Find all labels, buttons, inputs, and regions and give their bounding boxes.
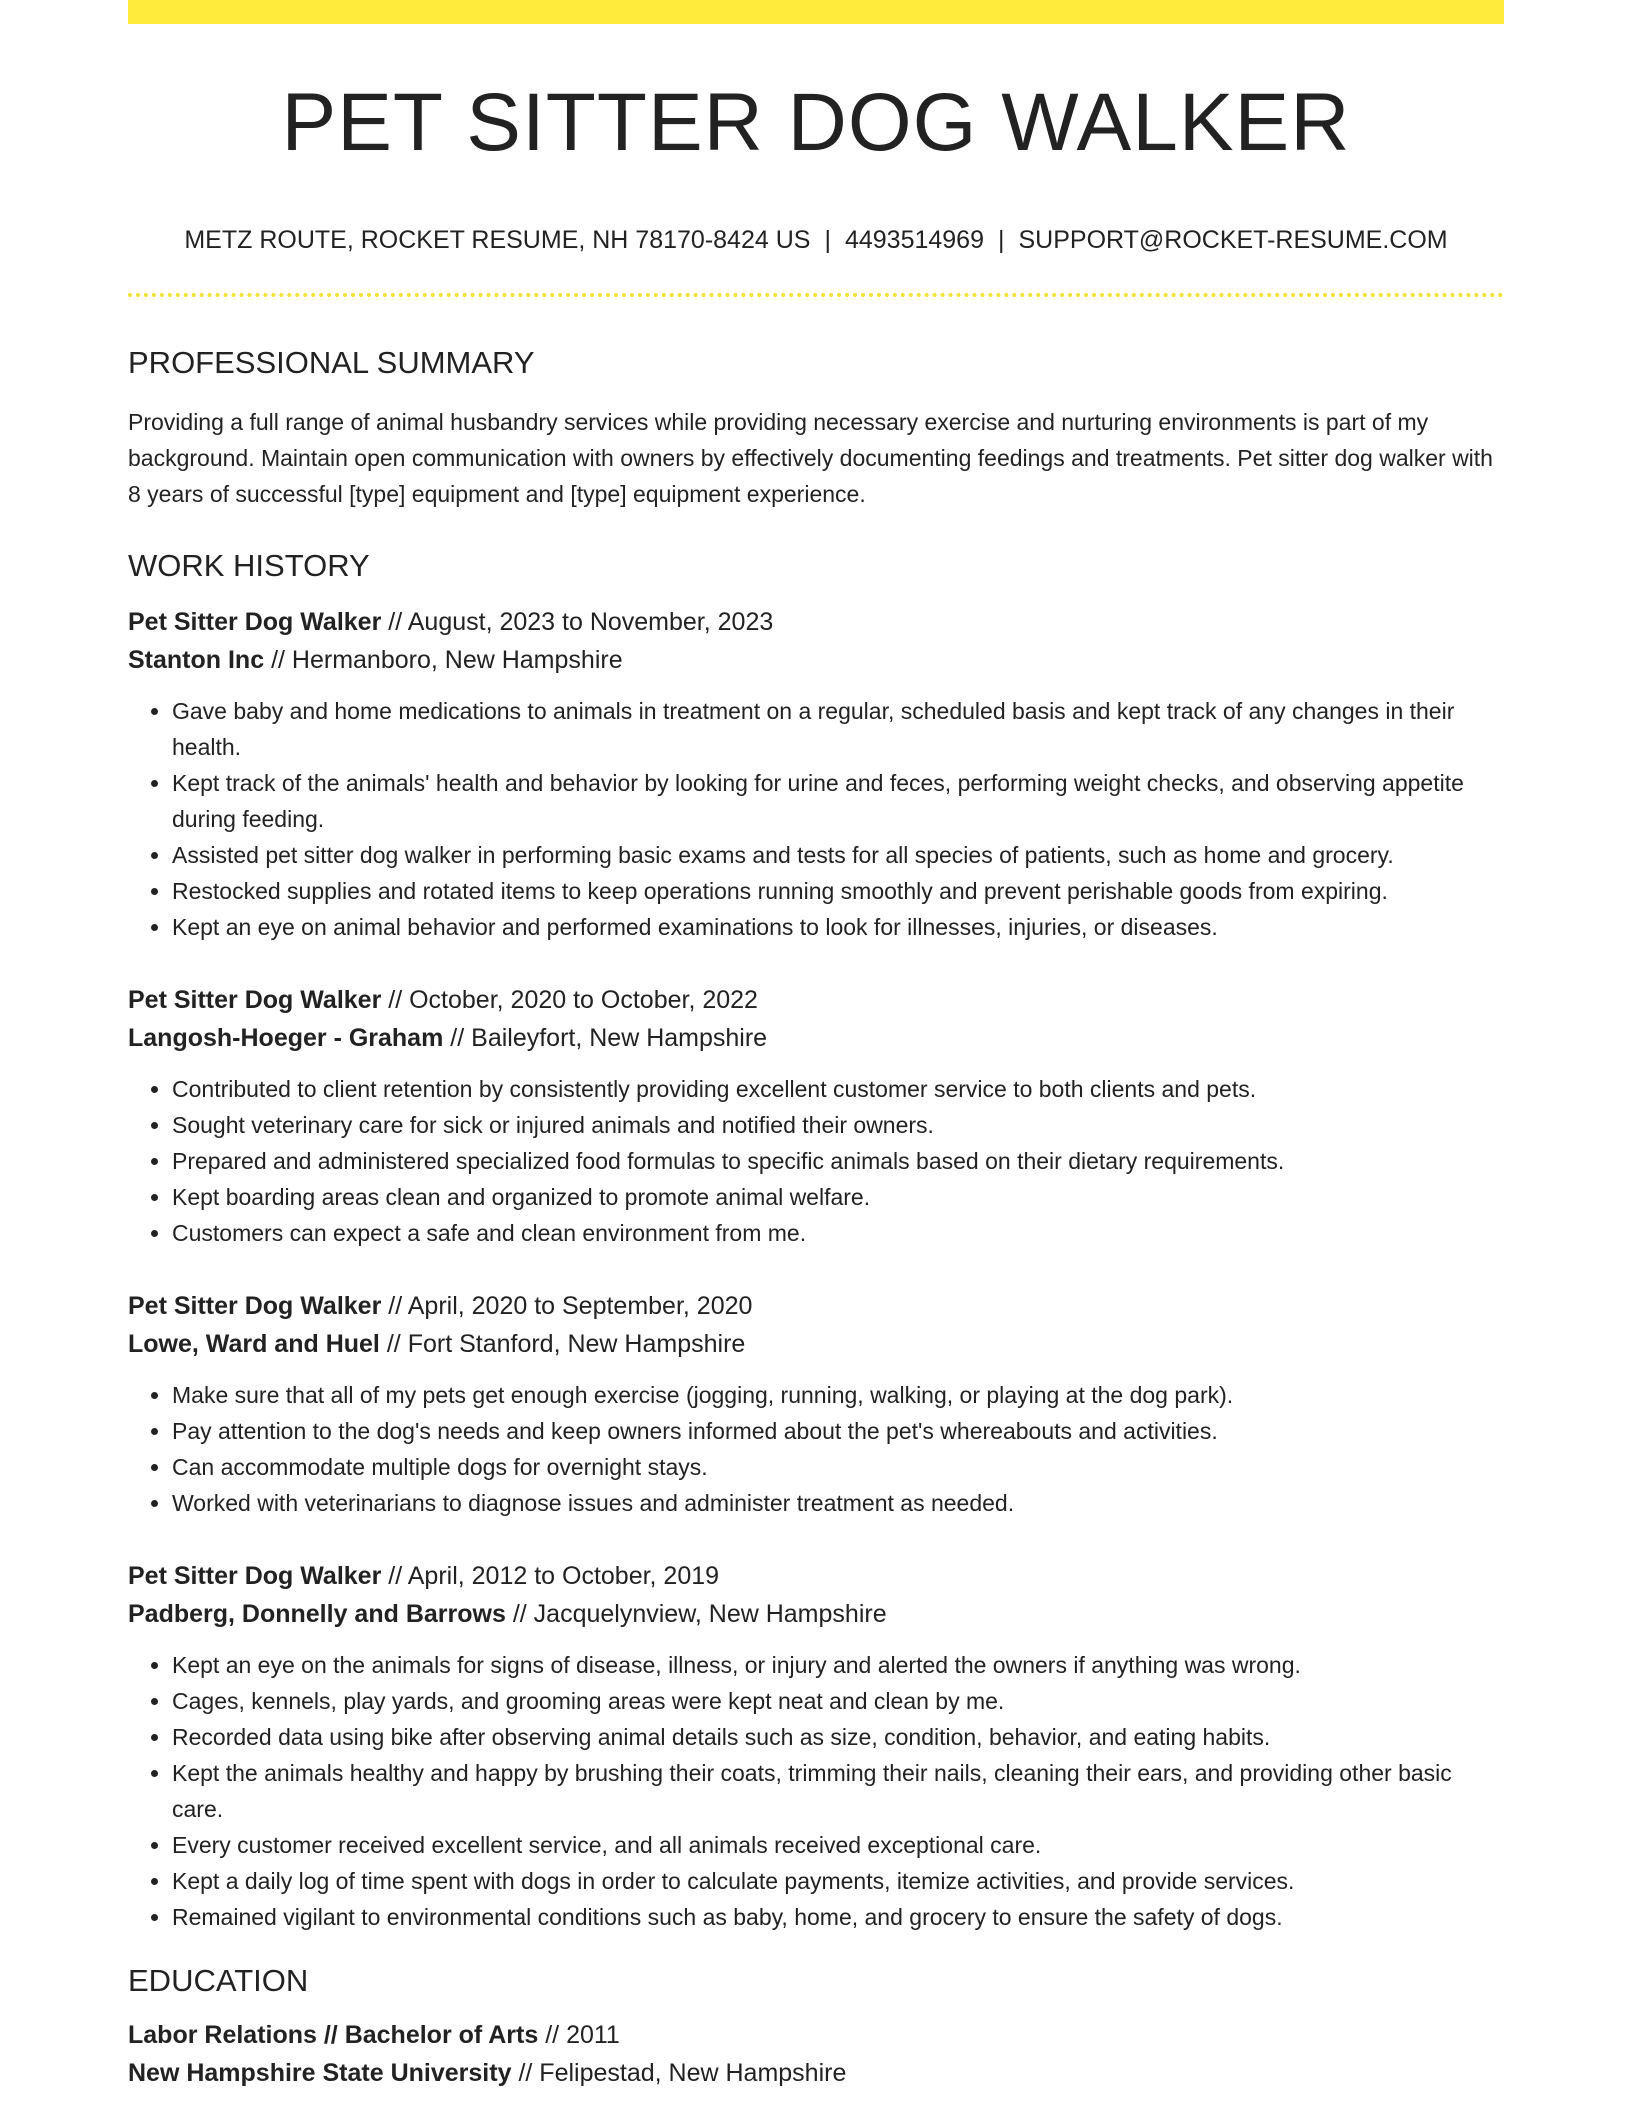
job-entry xyxy=(128,1287,1504,1521)
education-field: Labor Relations // Bachelor of Arts xyxy=(128,2021,539,2049)
job-bullet: • Can accommodate multiple dogs for overnight stays. xyxy=(172,1449,1504,1485)
job-separator: // xyxy=(388,1292,403,1320)
job-bullet: • Sought veterinary care for sick or injured animals and notified their owners. xyxy=(172,1107,1504,1143)
job-dates: April, 2012 to October, 2019 xyxy=(407,1562,720,1590)
job-location: Hermanboro, New Hampshire xyxy=(291,646,623,674)
job-separator: // xyxy=(388,986,403,1014)
summary-text: Providing a full range of animal husbandry services while providing necessary exercise and nurturing environments is part of my background. Maintain open communication with owners by effectively documenting feedings and treatments. Pet sitter dog walker with 8 years of successful [type] equipment and [type] equipment experience. xyxy=(128,409,1493,507)
job-separator: // xyxy=(512,1600,527,1628)
job-bullet-list xyxy=(128,1071,1504,1251)
job-company: Langosh-Hoeger - Graham xyxy=(128,1024,444,1052)
job-bullet: • Kept the animals healthy and happy by brushing their coats, trimming their nails, cleaning their ears, and providing other basic care. xyxy=(172,1755,1504,1827)
resume-page xyxy=(128,0,1504,2092)
contact-separator: | xyxy=(998,226,1005,254)
job-role: Pet Sitter Dog Walker xyxy=(128,986,382,1014)
education-location: Felipestad, New Hampshire xyxy=(539,2059,847,2087)
job-company-line xyxy=(128,641,1504,679)
job-bullet: • Kept a daily log of time spent with dogs in order to calculate payments, itemize activities, and provide services. xyxy=(172,1863,1504,1899)
work-history-list xyxy=(128,603,1504,1935)
job-dates: October, 2020 to October, 2022 xyxy=(409,986,758,1014)
job-location: Fort Stanford, New Hampshire xyxy=(407,1330,746,1358)
education-separator: // xyxy=(518,2059,533,2087)
job-bullet: • Restocked supplies and rotated items to keep operations running smoothly and prevent perishable goods from expiring. xyxy=(172,873,1504,909)
job-separator: // xyxy=(388,1562,403,1590)
job-bullet: • Remained vigilant to environmental conditions such as baby, home, and grocery to ensure the safety of dogs. xyxy=(172,1899,1504,1935)
job-title-line xyxy=(128,981,1504,1019)
job-bullet: • Every customer received excellent service, and all animals received exceptional care. xyxy=(172,1827,1504,1863)
education-entry xyxy=(128,2016,1504,2092)
job-separator: // xyxy=(450,1024,465,1052)
job-company-line xyxy=(128,1595,1504,1633)
job-separator: // xyxy=(386,1330,401,1358)
contact-email: SUPPORT@ROCKET-RESUME.COM xyxy=(1018,226,1448,254)
job-title-line xyxy=(128,603,1504,641)
job-bullet: • Pay attention to the dog's needs and keep owners informed about the pet's whereabouts and activities. xyxy=(172,1413,1504,1449)
contact-phone: 4493514969 xyxy=(844,226,984,254)
job-bullet: • Kept boarding areas clean and organized to promote animal welfare. xyxy=(172,1179,1504,1215)
contact-address: METZ ROUTE, ROCKET RESUME, NH 78170-8424 US xyxy=(184,226,811,254)
job-company: Stanton Inc xyxy=(128,646,265,674)
job-separator: // xyxy=(388,608,403,636)
job-entry xyxy=(128,1557,1504,1935)
education-school: New Hampshire State University xyxy=(128,2059,512,2087)
education-degree-line xyxy=(128,2016,1504,2054)
job-company: Padberg, Donnelly and Barrows xyxy=(128,1600,506,1628)
job-entry xyxy=(128,981,1504,1251)
job-bullet: • Prepared and administered specialized food formulas to specific animals based on their dietary requirements. xyxy=(172,1143,1504,1179)
candidate-name: PET SITTER DOG WALKER xyxy=(281,77,1351,168)
job-location: Jacquelynview, New Hampshire xyxy=(533,1600,887,1628)
header-divider xyxy=(128,293,1504,297)
job-role: Pet Sitter Dog Walker xyxy=(128,1562,382,1590)
summary-heading: PROFESSIONAL SUMMARY xyxy=(128,345,535,380)
contact-line xyxy=(128,228,1504,253)
job-entry xyxy=(128,603,1504,945)
job-role: Pet Sitter Dog Walker xyxy=(128,608,382,636)
job-dates: August, 2023 to November, 2023 xyxy=(407,608,774,636)
job-title-line xyxy=(128,1557,1504,1595)
job-bullet-list xyxy=(128,693,1504,945)
top-accent-bar xyxy=(128,0,1504,24)
job-location: Baileyfort, New Hampshire xyxy=(471,1024,768,1052)
job-title-line xyxy=(128,1287,1504,1325)
job-bullet: • Contributed to client retention by consistently providing excellent customer service to both clients and pets. xyxy=(172,1071,1504,1107)
job-company-line xyxy=(128,1325,1504,1363)
education-year: 2011 xyxy=(566,2021,620,2049)
job-dates: April, 2020 to September, 2020 xyxy=(407,1292,753,1320)
job-separator: // xyxy=(271,646,285,674)
job-bullet: • Customers can expect a safe and clean environment from me. xyxy=(172,1215,1504,1251)
education-school-line xyxy=(128,2054,1504,2092)
education-separator: // xyxy=(545,2021,560,2049)
work-history-heading: WORK HISTORY xyxy=(128,548,370,583)
job-bullet: • Recorded data using bike after observing animal details such as size, condition, behavior, and eating habits. xyxy=(172,1719,1504,1755)
job-bullet: • Worked with veterinarians to diagnose issues and administer treatment as needed. xyxy=(172,1485,1504,1521)
job-bullet: • Assisted pet sitter dog walker in performing basic exams and tests for all species of patients, such as home and grocery. xyxy=(172,837,1504,873)
job-company-line xyxy=(128,1019,1504,1057)
job-bullet: • Kept an eye on the animals for signs of disease, illness, or injury and alerted the owners if anything was wrong. xyxy=(172,1647,1504,1683)
contact-separator: | xyxy=(824,226,831,254)
job-bullet: • Make sure that all of my pets get enough exercise (jogging, running, walking, or playing at the dog park). xyxy=(172,1377,1504,1413)
job-bullet: • Cages, kennels, play yards, and grooming areas were kept neat and clean by me. xyxy=(172,1683,1504,1719)
job-role: Pet Sitter Dog Walker xyxy=(128,1292,382,1320)
job-bullet: • Kept track of the animals' health and behavior by looking for urine and feces, performing weight checks, and observing appetite during feeding. xyxy=(172,765,1504,837)
job-bullet-list xyxy=(128,1647,1504,1935)
job-bullet-list xyxy=(128,1377,1504,1521)
education-heading: EDUCATION xyxy=(128,1963,309,1998)
job-bullet: • Gave baby and home medications to animals in treatment on a regular, scheduled basis and kept track of any changes in their health. xyxy=(172,693,1504,765)
job-bullet: • Kept an eye on animal behavior and performed examinations to look for illnesses, injuries, or diseases. xyxy=(172,909,1504,945)
job-company: Lowe, Ward and Huel xyxy=(128,1330,380,1358)
